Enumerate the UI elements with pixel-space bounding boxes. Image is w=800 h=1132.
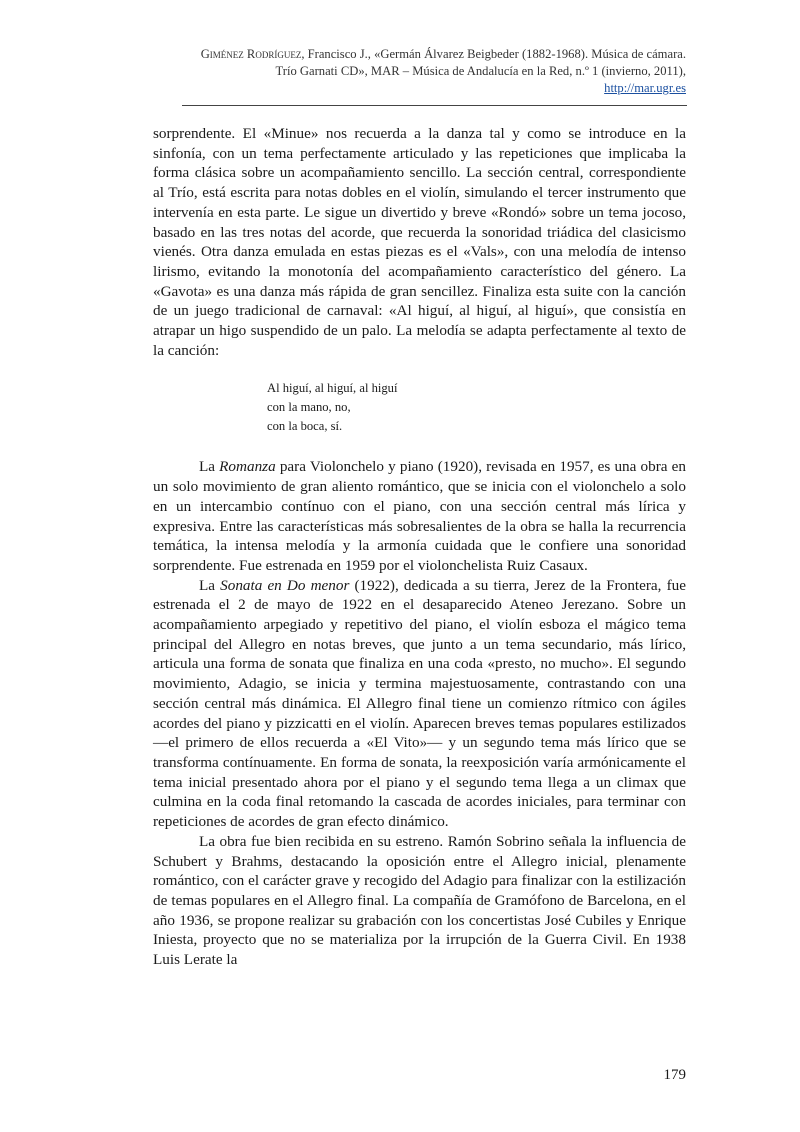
running-header [150,46,686,97]
sonata-title: Sonata en Do menor [220,576,350,594]
header-divider [182,105,687,106]
sonata-text: (1922), dedicada a su tierra, Jerez de la Frontera, fue estrenada el 2 de mayo de 1922 en el desaparecido Ateneo Jerezano. Sobre un acompañamiento arpegiado y repetitivo del piano, el violín esboza el mágico tema principal del Allegro en notas breves, que junto a un tema secundario, más lírico, articula una forma de sonata que finaliza en una coda «presto, no mucho». El segundo movimiento, Adagio, se inicia y termina majestuosamente, contrastando con una sección central más dinámica. El Allegro final tiene un comienzo rítmico con ágiles acordes del piano y pizzicatti en el violín. Aparecen breves temas populares estilizados —el primero de ellos recuerda a «El Vito»— y un segundo tema más lírico que se transforma contínuamente. En forma de sonata, la reexposición varía armónicamente el tema inicial presentado ahora por el piano y el segundo tema llega a un climax que culmina en la coda final retomando la cascada de acordes iniciales, para terminar con repeticiones de acordes de gran efecto dinámico. [153,576,686,831]
paragraph-minue: sorprendente. El «Minue» nos recuerda a la danza tal y como se introduce en la sinfonía, con un tema perfectamente articulado y las repeticiones que implicaba la forma clásica sobre un acompañamiento sencillo. La sección central, correspondiente al Trío, está escrita para notas dobles en el violín, simulando el tercer instrumento que intervenía en esta parte. Le sigue un divertido y breve «Rondó» sobre un tema jocoso, basado en las tres notas del acorde, que recuerda la sonoridad triádica del clasicismo vienés. Otra danza emulada en estas piezas es el «Vals», con una melodía de intenso lirismo, evitando la monotonía del acompañamiento característico del género. La «Gavota» es una danza más rápida de gran sencillez. Finaliza esta suite con la canción de un juego tradicional de carnaval: «Al higuí, al higuí, al higuí», que consistía en atrapar un higo suspendido de un palo. La melodía se adapta perfectamente al texto de la canción: [153,125,686,359]
citation-line-1-text: , Francisco J., «Germán Álvarez Beigbeder (1882-1968). Música de cámara. [301,47,686,61]
page-number: 179 [663,1067,686,1083]
romanza-title: Romanza [219,458,276,476]
paragraph-romanza [153,457,686,575]
verse-line-3: con la boca, sí. [267,419,343,434]
verse-line-1: Al higuí, al higuí, al higuí [267,381,398,396]
paragraph-reception: La obra fue bien recibida en su estreno. Ramón Sobrino señala la influencia de Schubert y Brahms, destacando la oposición entre el Allegro inicial, plenamente romántico, con el carácter grave y recogido del Adagio para finalizar con la estilización de temas populares en el Allegro final. La compañía de Gramófono de Barcelona, en el año 1936, se propone realizar su grabación con los concertistas José Cubiles y Enrique Iniesta, proyecto que no se materializa por la irrupción de la Guerra Civil. En 1938 Luis Lerate la [153,832,686,969]
citation-line-2: Trío Garnati CD», MAR – Música de Andalucía en la Red, n.º 1 (invierno, 2011), [275,64,686,78]
romanza-lead: La [199,458,220,476]
journal-url-link[interactable]: http://mar.ugr.es [604,81,686,95]
song-verse [267,379,686,436]
verse-line-2: con la mano, no, [267,400,351,415]
article-body [153,124,686,970]
paragraph-sonata [153,576,686,832]
citation-line-1 [150,46,686,63]
sonata-lead: La [199,576,221,594]
romanza-text: para Violonchelo y piano (1920), revisada en 1957, es una obra en un solo movimiento de gran aliento romántico, que se inicia con el violonchelo a solo en un intercambio contínuo con el piano, con una sección central más lírica y expresiva. Entre las características más sobresalientes de la obra se halla la recurrencia temática, la intensa melodía y la armonía cuidada que le confiere una sonoridad sorprendente. Fue estrenada en 1959 por el violonchelista Ruiz Casaux. [153,458,686,574]
author-name: Giménez Rodríguez [200,47,302,61]
